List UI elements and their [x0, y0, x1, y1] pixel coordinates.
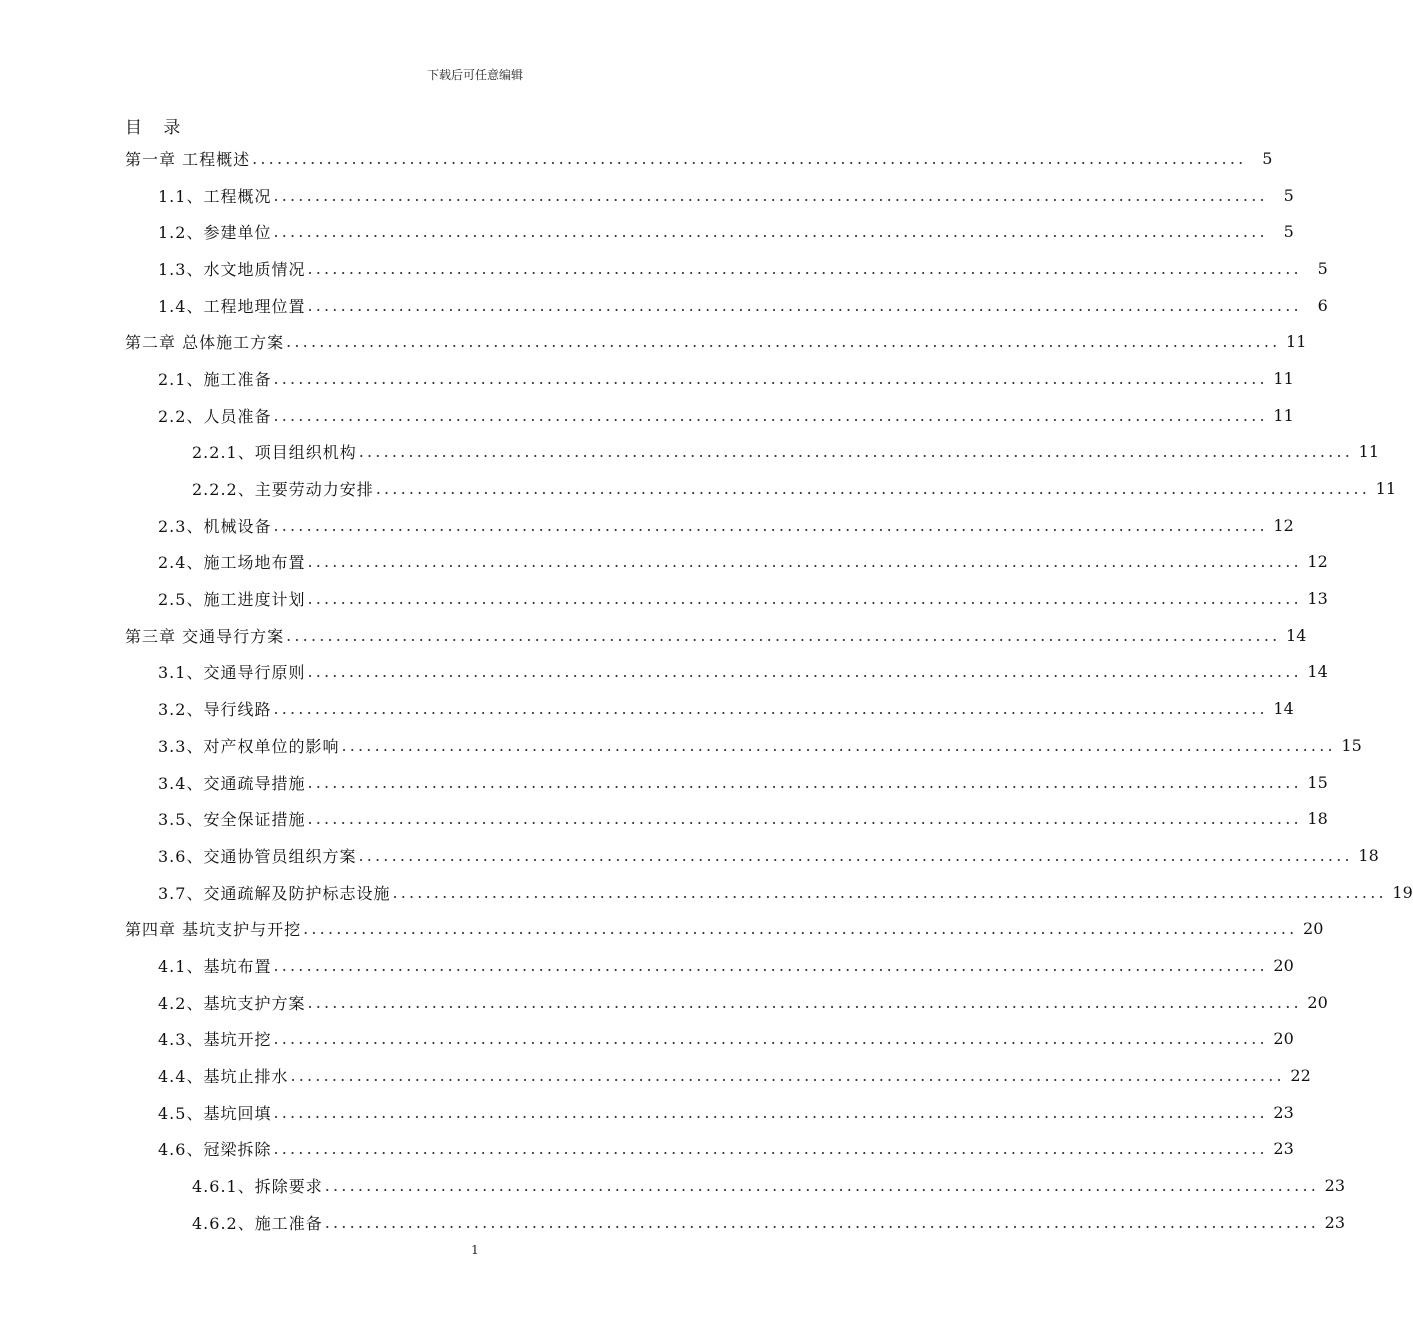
dot-leader: ........................................................................................................................ [307, 552, 1302, 572]
toc-entry[interactable] [0, 654, 1328, 691]
toc-entry-page: 5 [1317, 258, 1328, 278]
toc-entry-page: 11 [1358, 442, 1380, 462]
toc-entry-label: 4.6、冠梁拆除 [158, 1140, 272, 1160]
toc-entry-label: 1.3、水文地质情况 [158, 259, 306, 279]
toc-entry[interactable] [0, 690, 1294, 727]
toc-entry[interactable] [0, 617, 1307, 654]
dot-leader: ........................................................................................................................ [273, 1102, 1268, 1122]
toc-entry-label: 3.6、交通协管员组织方案 [158, 846, 357, 866]
dot-leader: ........................................................................................................................ [303, 919, 1298, 939]
toc-entry-label: 3.5、安全保证措施 [158, 810, 306, 830]
toc-entry-page: 23 [1324, 1176, 1346, 1196]
dot-leader: ........................................................................................................................ [307, 772, 1302, 792]
dot-leader: ........................................................................................................................ [273, 1029, 1268, 1049]
dot-leader: ........................................................................................................................ [341, 735, 1336, 755]
toc-entry[interactable] [0, 470, 1397, 507]
toc-entry[interactable] [0, 910, 1324, 947]
toc-entry[interactable] [0, 1021, 1294, 1058]
toc-entry[interactable] [0, 1057, 1311, 1094]
toc-entry-label: 4.6.1、拆除要求 [192, 1177, 323, 1197]
toc-entry-label: 3.3、对产权单位的影响 [158, 736, 340, 756]
toc-entry[interactable] [0, 1167, 1346, 1204]
toc-entry[interactable] [0, 287, 1328, 324]
toc-entry[interactable] [0, 323, 1307, 360]
toc-entry-page: 15 [1307, 772, 1328, 792]
toc-entry-page: 20 [1303, 919, 1324, 939]
toc-entry[interactable] [0, 360, 1294, 397]
dot-leader: ........................................................................................................................ [286, 625, 1281, 645]
header-note: 下载后可任意编辑 [426, 68, 523, 82]
toc-entry-page: 23 [1273, 1139, 1294, 1159]
toc-entry-page: 19 [1392, 882, 1413, 902]
toc-entry-label: 2.3、机械设备 [158, 516, 272, 536]
toc-entry-label: 4.1、基坑布置 [158, 956, 272, 976]
toc-entry[interactable] [0, 250, 1328, 287]
toc-entry-page: 5 [1283, 185, 1294, 205]
toc-entry-page: 23 [1324, 1212, 1346, 1232]
toc-entry[interactable] [0, 1204, 1346, 1241]
toc-entry-page: 14 [1307, 662, 1328, 682]
toc-entry[interactable] [0, 397, 1294, 434]
dot-leader: ........................................................................................................................ [358, 442, 1354, 462]
toc-entry-page: 14 [1286, 625, 1307, 645]
toc-entry[interactable] [0, 874, 1413, 911]
toc-entry[interactable] [0, 507, 1294, 544]
toc-entry[interactable] [0, 177, 1294, 214]
toc-entry-page: 5 [1283, 222, 1294, 242]
toc-entry[interactable] [0, 947, 1294, 984]
toc-entry-page: 20 [1273, 955, 1294, 975]
toc-entry-page: 11 [1375, 479, 1397, 499]
dot-leader: ........................................................................................................................ [307, 662, 1302, 682]
toc-entry-label: 3.7、交通疏解及防护标志设施 [158, 883, 391, 903]
toc-entry[interactable] [0, 1094, 1294, 1131]
toc-entry-label: 2.2、人员准备 [158, 406, 272, 426]
toc-entry-page: 20 [1307, 992, 1328, 1012]
toc-entry-page: 23 [1273, 1102, 1294, 1122]
dot-leader: ........................................................................................................................ [375, 479, 1371, 499]
toc-entry[interactable] [0, 727, 1362, 764]
toc-entry-page: 15 [1341, 735, 1362, 755]
toc-entry-label: 2.4、施工场地布置 [158, 553, 306, 573]
toc-entry-page: 12 [1307, 552, 1328, 572]
dot-leader: ........................................................................................................................ [324, 1176, 1320, 1196]
table-of-contents [0, 140, 1413, 1241]
toc-entry[interactable] [0, 434, 1380, 471]
toc-entry-page: 20 [1273, 1029, 1294, 1049]
dot-leader: ........................................................................................................................ [290, 1066, 1285, 1086]
dot-leader: ........................................................................................................................ [252, 148, 1247, 168]
dot-leader: ........................................................................................................................ [307, 295, 1302, 315]
page-number: 1 [471, 1243, 479, 1257]
dot-leader: ........................................................................................................................ [324, 1212, 1320, 1232]
toc-entry-page: 12 [1273, 515, 1294, 535]
dot-leader: ........................................................................................................................ [307, 589, 1302, 609]
dot-leader: ........................................................................................................................ [307, 258, 1302, 278]
dot-leader: ........................................................................................................................ [273, 699, 1268, 719]
toc-entry-label: 第三章 交通导行方案 [125, 626, 285, 646]
dot-leader: ........................................................................................................................ [273, 1139, 1268, 1159]
toc-entry-label: 第二章 总体施工方案 [125, 333, 285, 353]
toc-entry[interactable] [0, 837, 1379, 874]
dot-leader: ........................................................................................................................ [358, 845, 1353, 865]
toc-entry-label: 2.2.2、主要劳动力安排 [192, 480, 374, 500]
toc-entry-page: 18 [1307, 809, 1328, 829]
toc-entry[interactable] [0, 1131, 1294, 1168]
toc-entry-page: 6 [1317, 295, 1328, 315]
dot-leader: ........................................................................................................................ [273, 222, 1268, 242]
dot-leader: ........................................................................................................................ [273, 185, 1268, 205]
toc-entry-page: 5 [1262, 148, 1273, 168]
toc-entry[interactable] [0, 580, 1328, 617]
toc-entry[interactable] [0, 800, 1328, 837]
toc-entry[interactable] [0, 984, 1328, 1021]
toc-entry-label: 1.1、工程概况 [158, 186, 272, 206]
toc-entry-page: 13 [1307, 589, 1328, 609]
toc-title: 目 录 [125, 118, 189, 138]
dot-leader: ........................................................................................................................ [273, 405, 1268, 425]
toc-entry-page: 22 [1290, 1066, 1311, 1086]
toc-entry[interactable] [0, 544, 1328, 581]
toc-entry[interactable] [0, 140, 1273, 177]
dot-leader: ........................................................................................................................ [392, 882, 1387, 902]
toc-entry-label: 3.1、交通导行原则 [158, 663, 306, 683]
toc-entry[interactable] [0, 764, 1328, 801]
toc-entry-label: 4.3、基坑开挖 [158, 1030, 272, 1050]
toc-entry[interactable] [0, 213, 1294, 250]
toc-entry-label: 2.2.1、项目组织机构 [192, 443, 357, 463]
toc-entry-page: 11 [1273, 368, 1294, 388]
toc-entry-label: 4.4、基坑止排水 [158, 1067, 289, 1087]
toc-entry-label: 1.4、工程地理位置 [158, 296, 306, 316]
toc-entry-page: 18 [1358, 845, 1379, 865]
toc-entry-label: 1.2、参建单位 [158, 223, 272, 243]
dot-leader: ........................................................................................................................ [307, 992, 1302, 1012]
toc-entry-page: 14 [1273, 699, 1294, 719]
toc-entry-label: 2.1、施工准备 [158, 369, 272, 389]
toc-entry-label: 3.4、交通疏导措施 [158, 773, 306, 793]
toc-entry-label: 2.5、施工进度计划 [158, 590, 306, 610]
toc-entry-label: 第四章 基坑支护与开挖 [125, 920, 302, 940]
dot-leader: ........................................................................................................................ [286, 332, 1281, 352]
toc-entry-page: 11 [1286, 332, 1307, 352]
toc-entry-label: 4.5、基坑回填 [158, 1103, 272, 1123]
toc-entry-label: 4.6.2、施工准备 [192, 1213, 323, 1233]
dot-leader: ........................................................................................................................ [273, 955, 1268, 975]
toc-entry-label: 第一章 工程概述 [125, 149, 251, 169]
toc-entry-label: 3.2、导行线路 [158, 700, 272, 720]
toc-entry-label: 4.2、基坑支护方案 [158, 993, 306, 1013]
dot-leader: ........................................................................................................................ [307, 809, 1302, 829]
dot-leader: ........................................................................................................................ [273, 515, 1268, 535]
toc-entry-page: 11 [1273, 405, 1294, 425]
dot-leader: ........................................................................................................................ [273, 368, 1268, 388]
